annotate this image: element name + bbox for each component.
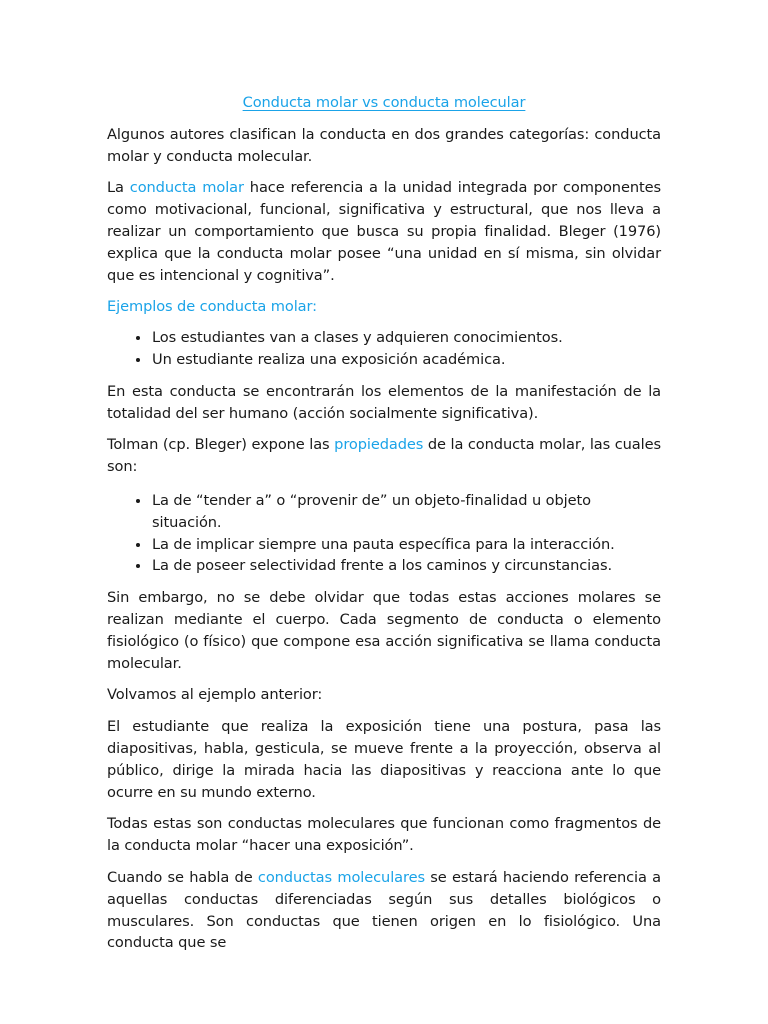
body-paragraph: Todas estas son conductas moleculares que funcionan como fragmentos de la conducta molar “hacer una exposición”. — [107, 815, 661, 855]
paragraph-text: Tolman (cp. Bleger) expone las — [107, 436, 335, 454]
page-title: Conducta molar vs conducta molecular — [242, 94, 526, 111]
conductas-moleculares-link[interactable]: conductas moleculares — [257, 868, 425, 886]
paragraph-text: se estará haciendo referencia a aquellas conductas diferenciadas según sus detalles biológicos o musculares. Son conductas que tienen origen en lo fisiológico. Una conducta que se — [107, 868, 661, 952]
examples-heading: Ejemplos de conducta molar: — [107, 298, 317, 316]
body-paragraph: El estudiante que realiza la exposición tiene una postura, pasa las diapositivas, habla, gesticula, se mueve frente a la proyección, observa al público, dirige la mirada hacia las diapositivas y reacciona ante lo que ocurre en su mundo externo. — [107, 718, 661, 801]
paragraph-text: La — [107, 179, 130, 197]
conducta-molar-link[interactable]: conducta molar — [129, 179, 244, 197]
list-item: • La de implicar siempre una pauta específica para la interacción. — [151, 534, 661, 556]
document-page — [107, 92, 661, 964]
body-paragraph: Sin embargo, no se debe olvidar que todas estas acciones molares se realizan mediante el cuerpo. Cada segmento de conducta o elemento fisiológico (o físico) que compone esa acción significativa se llama conducta molecular. — [107, 589, 661, 672]
list-item: • Un estudiante realiza una exposición académica. — [151, 349, 661, 371]
body-paragraph: Volvamos al ejemplo anterior: — [107, 686, 323, 704]
molecular-definition-paragraph — [107, 867, 661, 954]
intro-paragraph: Algunos autores clasifican la conducta en dos grandes categorías: conducta molar y conducta molecular. — [107, 125, 661, 165]
molar-definition-paragraph — [107, 177, 661, 286]
paragraph-text: de la conducta molar, las cuales son: — [107, 436, 661, 476]
list-item: • La de “tender a” o “provenir de” un objeto-finalidad u objeto situación. — [151, 490, 661, 534]
paragraph-text: hace referencia a la unidad integrada por componentes como motivacional, funcional, significativa y estructural, que nos lleva a realizar un comportamiento que busca su propia finalidad. Bleger (1976) explica que la conducta molar posee “una unidad en sí misma, sin olvidar que es intencional y cognitiva”. — [107, 179, 661, 284]
totality-paragraph: En esta conducta se encontrarán los elementos de la manifestación de la totalidad del ser humano (acción socialmente significativa). — [107, 382, 661, 422]
propiedades-link[interactable]: propiedades — [334, 436, 424, 454]
properties-list — [107, 490, 661, 577]
list-item: • Los estudiantes van a clases y adquieren conocimientos. — [151, 327, 661, 349]
list-item: • La de poseer selectividad frente a los caminos y circunstancias. — [151, 555, 661, 577]
properties-intro-paragraph — [107, 434, 661, 478]
paragraph-text: Cuando se habla de — [107, 868, 258, 886]
examples-list — [107, 327, 661, 371]
